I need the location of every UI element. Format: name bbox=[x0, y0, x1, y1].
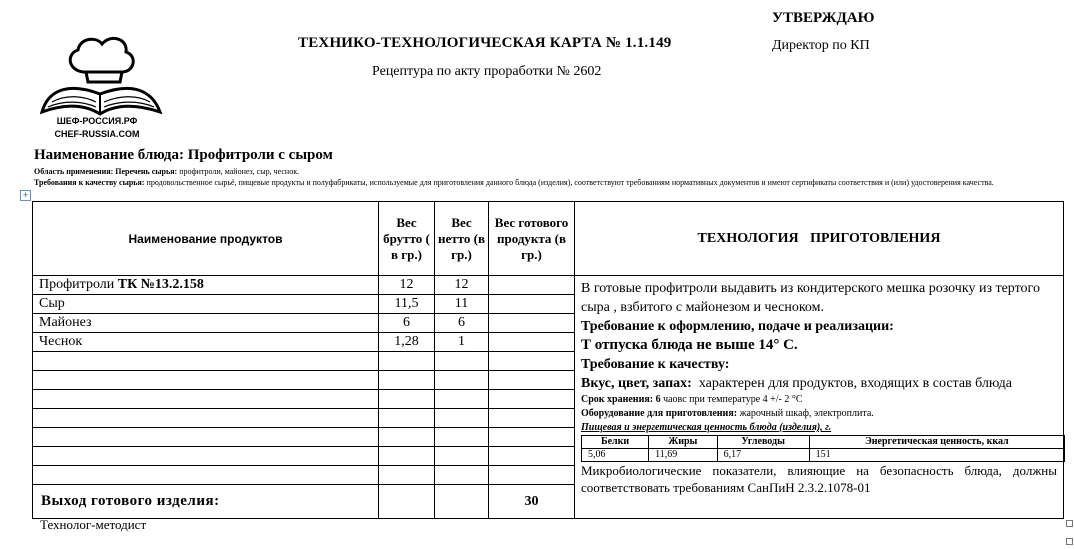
empty-cell bbox=[435, 466, 489, 485]
quality-title: Требование к качеству: bbox=[581, 357, 730, 372]
document-subtitle: Рецептура по акту проработки № 2602 bbox=[372, 64, 602, 79]
empty-cell bbox=[489, 466, 575, 485]
ingredient-ready bbox=[489, 295, 575, 314]
empty-cell bbox=[489, 428, 575, 447]
ingredient-gross: 12 bbox=[379, 276, 435, 295]
header-gross: Вес брутто ( в гр.) bbox=[379, 202, 435, 276]
empty-cell bbox=[435, 371, 489, 390]
empty-cell bbox=[33, 466, 379, 485]
chef-logo bbox=[38, 32, 168, 144]
yield-net bbox=[435, 485, 489, 519]
empty-cell bbox=[435, 352, 489, 371]
recipe-table bbox=[32, 201, 1064, 519]
document-title: ТЕХНИКО-ТЕХНОЛОГИЧЕСКАЯ КАРТА № 1.1.149 bbox=[298, 35, 672, 51]
empty-cell bbox=[379, 390, 435, 409]
serving-title: Требование к оформлению, подаче и реализации: bbox=[581, 319, 894, 334]
nutrition-fat: 11,69 bbox=[649, 449, 717, 462]
ingredient-net: 6 bbox=[435, 314, 489, 333]
ingredient-net: 11 bbox=[435, 295, 489, 314]
technologist-label: Технолог-методист bbox=[40, 517, 147, 532]
technology-text: В готовые профитроли выдавить из кондитерского мешка розочку из тертого сыра , взбитого с майонезом и чесноком. bbox=[581, 281, 1040, 315]
quality-text: продовольственное сырьё, пищевые продукты и полуфабрикаты, используемые для приготовления данного блюда (изделия), соответствуют требованиям нормативных документов и имеют сертификаты соответствия и (или) удостоверения качества. bbox=[146, 178, 994, 187]
logo-site-en: CHEF-RUSSIA.COM bbox=[54, 129, 140, 139]
header-net: Вес нетто (в гр.) bbox=[435, 202, 489, 276]
ingredient-ready bbox=[489, 314, 575, 333]
approve-label: УТВЕРЖДАЮ bbox=[772, 10, 875, 26]
empty-cell bbox=[379, 371, 435, 390]
ingredient-name: Профитроли ТК №13.2.158 bbox=[33, 276, 379, 295]
empty-cell bbox=[489, 390, 575, 409]
yield-value: 30 bbox=[489, 485, 575, 519]
nutrition-energy: 151 bbox=[809, 449, 1064, 462]
ingredient-net: 1 bbox=[435, 333, 489, 352]
table-move-handle[interactable]: + bbox=[20, 190, 31, 201]
quality-line bbox=[34, 178, 1034, 188]
empty-cell bbox=[33, 447, 379, 466]
quality-label: Требования к качеству сырья: bbox=[34, 178, 145, 187]
nutrition-carbs: 6,17 bbox=[717, 449, 809, 462]
nutrition-header-energy: Энергетическая ценность, ккал bbox=[809, 436, 1064, 449]
empty-cell bbox=[435, 390, 489, 409]
dish-name: Профитроли с сыром bbox=[187, 147, 333, 163]
ingredient-name: Майонез bbox=[33, 314, 379, 333]
logo-site-ru: ШЕФ-РОССИЯ.РФ bbox=[56, 116, 138, 126]
empty-cell bbox=[33, 409, 379, 428]
ingredient-name: Сыр bbox=[33, 295, 379, 314]
nutrition-protein: 5,06 bbox=[582, 449, 649, 462]
empty-cell bbox=[33, 352, 379, 371]
ingredient-gross: 11,5 bbox=[379, 295, 435, 314]
header-products: Наименование продуктов bbox=[33, 202, 379, 276]
yield-gross bbox=[379, 485, 435, 519]
empty-cell bbox=[489, 409, 575, 428]
nutrition-header-fat: Жиры bbox=[649, 436, 717, 449]
empty-cell bbox=[379, 447, 435, 466]
empty-cell bbox=[33, 390, 379, 409]
ingredient-ready bbox=[489, 333, 575, 352]
technology-cell bbox=[575, 276, 1064, 519]
ingredient-name: Чеснок bbox=[33, 333, 379, 352]
director-label: Директор по КП bbox=[772, 38, 870, 53]
area-label: Область применения: Перечень сырья: bbox=[34, 167, 178, 176]
chef-hat-book-icon bbox=[38, 32, 168, 120]
header-technology: ТЕХНОЛОГИЯ ПРИГОТОВЛЕНИЯ bbox=[575, 202, 1064, 276]
empty-cell bbox=[435, 447, 489, 466]
resize-handle[interactable] bbox=[1066, 520, 1073, 527]
empty-cell bbox=[379, 466, 435, 485]
empty-cell bbox=[489, 352, 575, 371]
dish-label: Наименование блюда: bbox=[34, 147, 184, 163]
empty-cell bbox=[379, 352, 435, 371]
equipment-line: Оборудование для приготовления: жарочный шкаф, электроплита. bbox=[581, 408, 874, 419]
empty-cell bbox=[379, 428, 435, 447]
empty-cell bbox=[435, 409, 489, 428]
empty-cell bbox=[489, 371, 575, 390]
area-line bbox=[34, 167, 299, 177]
area-text: профитроли, майонез, сыр, чеснок. bbox=[179, 167, 300, 176]
end-marker bbox=[1066, 538, 1073, 545]
header-ready: Вес готового продукта (в гр.) bbox=[489, 202, 575, 276]
nutrition-title: Пищевая и энергетическая ценность блюда (изделия), г. bbox=[581, 422, 832, 433]
empty-cell bbox=[435, 428, 489, 447]
yield-label: Выход готового изделия: bbox=[33, 485, 379, 519]
nutrition-header-protein: Белки bbox=[582, 436, 649, 449]
empty-cell bbox=[33, 371, 379, 390]
empty-cell bbox=[379, 409, 435, 428]
empty-cell bbox=[33, 428, 379, 447]
ingredient-gross: 1,28 bbox=[379, 333, 435, 352]
storage-line: Срок хранения: 6 чаовс при температуре 4 +/- 2 °С bbox=[581, 394, 803, 405]
ingredient-gross: 6 bbox=[379, 314, 435, 333]
ingredient-net: 12 bbox=[435, 276, 489, 295]
ingredient-ready bbox=[489, 276, 575, 295]
empty-cell bbox=[489, 447, 575, 466]
dish-name-line bbox=[34, 147, 333, 164]
micro-text: Микробиологические показатели, влияющие на безопасность блюда, должны соответствовать требованиям СанПиН 2.3.2.1078-01 bbox=[581, 463, 1057, 495]
nutrition-header-carbs: Углеводы bbox=[717, 436, 809, 449]
nutrition-table bbox=[581, 435, 1065, 462]
taste-line: Вкус, цвет, запах: характерен для продуктов, входящих в состав блюда bbox=[581, 376, 1013, 391]
serving-temp: Т отпуска блюда не выше 14° С. bbox=[581, 337, 798, 353]
